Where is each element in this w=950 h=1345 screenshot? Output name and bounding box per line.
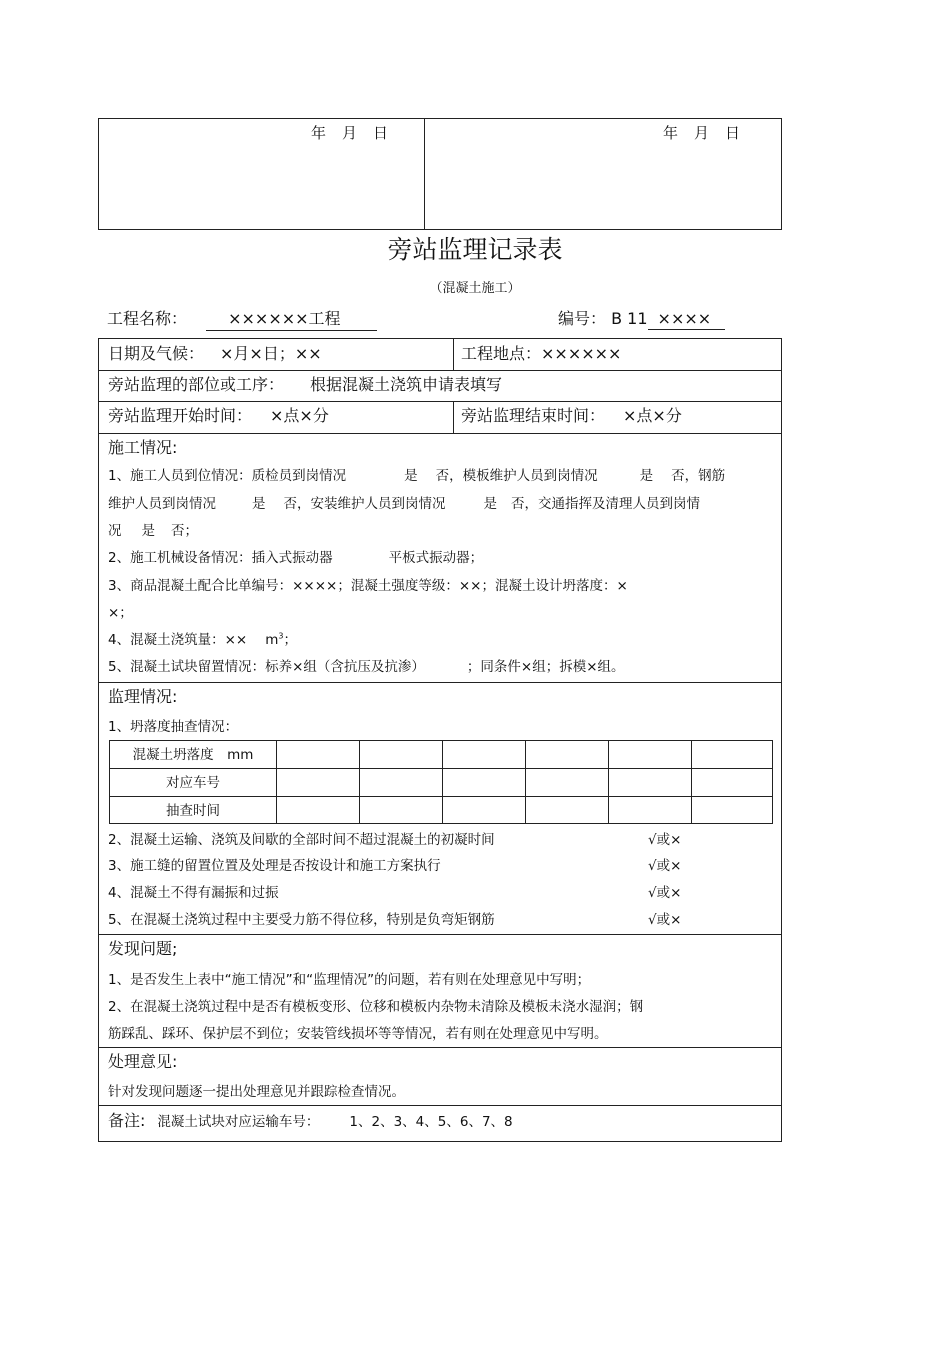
end-time-label: 旁站监理结束时间： (461, 406, 606, 425)
problems-line-3: 筋踩乱、踩环、保护层不到位；安装管线损坏等等情况，若有则在处理意见中写明。 (108, 1026, 608, 1042)
page-subtitle: （混凝土施工） (429, 281, 521, 296)
location-label: 工程地点： (461, 344, 542, 363)
column-divider (453, 339, 454, 370)
slump-row-divider (110, 796, 772, 797)
supervision-item-2: 2、混凝土运输、浇筑及间歇的全部时间不超过混凝土的初凝时间 (108, 832, 495, 848)
record-table (98, 338, 782, 1142)
row-divider (99, 370, 781, 371)
supervision-item-4: 4、混凝土不得有漏振和过振 (108, 885, 279, 901)
remark-label: 混凝土试块对应运输车号： (157, 1114, 320, 1130)
signature-table (98, 118, 782, 230)
slump-table (109, 740, 773, 824)
construction-line-4: 2、施工机械设备情况：插入式振动器 平板式振动器； (108, 550, 484, 566)
day-label: 日 (725, 124, 741, 142)
supervision-heading: 监理情况: (108, 687, 178, 706)
remark-value: 1、2、3、4、5、6、7、8 (349, 1114, 513, 1130)
column-divider (453, 401, 454, 433)
part-cell (108, 372, 502, 395)
row-divider (99, 934, 781, 935)
start-time-cell (108, 403, 329, 426)
truck-number-label: 对应车号 (166, 775, 220, 791)
record-number-prefix: B 11 (611, 309, 648, 328)
construction-line-8: 5、混凝土试块留置情况：标养×组（含抗压及抗渗） ；同条件×组；拆模×组。 (108, 659, 625, 675)
project-name-label: 工程名称： (107, 309, 188, 328)
record-number-label: 编号： (558, 309, 607, 328)
slump-row (110, 741, 772, 769)
slump-column-divider (691, 741, 692, 823)
project-name-value: ××××××工程 (206, 306, 376, 331)
record-number-line (558, 306, 725, 330)
date-line-left (311, 122, 404, 143)
record-number-value: ×××× (648, 309, 726, 330)
location-cell (461, 341, 621, 364)
day-label: 日 (373, 124, 389, 142)
supervision-item-5: 5、在混凝土浇筑过程中主要受力筋不得位移，特别是负弯矩钢筋 (108, 912, 495, 928)
construction-line-6: ×； (108, 605, 133, 621)
check-mark-2: √或× (648, 832, 682, 848)
part-label: 旁站监理的部位或工序： (108, 375, 285, 394)
end-time-cell (461, 403, 682, 426)
construction-line-3: 况 是 否； (108, 523, 198, 539)
check-time-label: 抽查时间 (166, 803, 220, 819)
page-title: 旁站监理记录表 (387, 235, 563, 264)
start-time-label: 旁站监理开始时间： (108, 406, 253, 425)
slump-column-divider (525, 741, 526, 823)
month-label: 月 (342, 124, 358, 142)
slump-column-divider (608, 741, 609, 823)
check-time-row (110, 797, 772, 825)
check-mark-5: √或× (648, 912, 682, 928)
check-mark-3: √或× (648, 858, 682, 874)
row-divider (99, 401, 781, 402)
signature-cell-left (99, 119, 425, 229)
end-time-value: ×点×分 (623, 406, 682, 425)
date-weather-value: ×月×日；×× (220, 344, 322, 363)
problems-heading: 发现问题; (108, 939, 178, 958)
month-label: 月 (694, 124, 710, 142)
row-divider (99, 1047, 781, 1048)
year-label: 年 (311, 124, 327, 142)
date-weather-cell (108, 341, 322, 364)
slump-check-title: 1、坍落度抽查情况： (108, 719, 239, 735)
slump-column-divider (359, 741, 360, 823)
remark-cell (108, 1108, 513, 1131)
project-name-line (107, 306, 377, 331)
check-mark-4: √或× (648, 885, 682, 901)
construction-line-1: 1、施工人员到位情况：质检员到岗情况 是 否，模板维护人员到岗情况 是 否，钢筋 (108, 468, 726, 484)
opinion-heading: 处理意见: (108, 1052, 178, 1071)
truck-number-row (110, 769, 772, 797)
row-divider (99, 433, 781, 434)
construction-line-2: 维护人员到岗情况 是 否，安装维护人员到岗情况 是 否，交通指挥及清理人员到岗情 (108, 496, 700, 512)
date-line-right (663, 122, 756, 143)
date-weather-label: 日期及气候： (108, 344, 205, 363)
part-value: 根据混凝土浇筑申请表填写 (310, 375, 503, 394)
year-label: 年 (663, 124, 679, 142)
opinion-line-1: 针对发现问题逐一提出处理意见并跟踪检查情况。 (108, 1084, 405, 1100)
slump-row-label: 混凝土坍落度 mm (132, 747, 254, 763)
location-value: ×××××× (541, 344, 622, 363)
slump-row-divider (110, 768, 772, 769)
row-divider (99, 682, 781, 683)
construction-line-5: 3、商品混凝土配合比单编号：××××；混凝土强度等级：××；混凝土设计坍落度：× (108, 578, 628, 594)
construction-heading: 施工情况: (108, 438, 178, 457)
problems-line-2: 2、在混凝土浇筑过程中是否有模板变形、位移和模板内杂物未清除及模板未浇水湿润；钢 (108, 999, 644, 1015)
remark-heading: 备注: (108, 1111, 146, 1130)
slump-column-divider (442, 741, 443, 823)
row-divider (99, 1105, 781, 1106)
supervision-item-3: 3、施工缝的留置位置及处理是否按设计和施工方案执行 (108, 858, 441, 874)
construction-line-7: 4、混凝土浇筑量：×× $m^3$； (108, 631, 297, 648)
slump-column-divider (276, 741, 277, 823)
signature-cell-right (424, 119, 781, 229)
start-time-value: ×点×分 (270, 406, 329, 425)
problems-line-1: 1、是否发生上表中“施工情况”和“监理情况”的问题，若有则在处理意见中写明； (108, 972, 591, 988)
